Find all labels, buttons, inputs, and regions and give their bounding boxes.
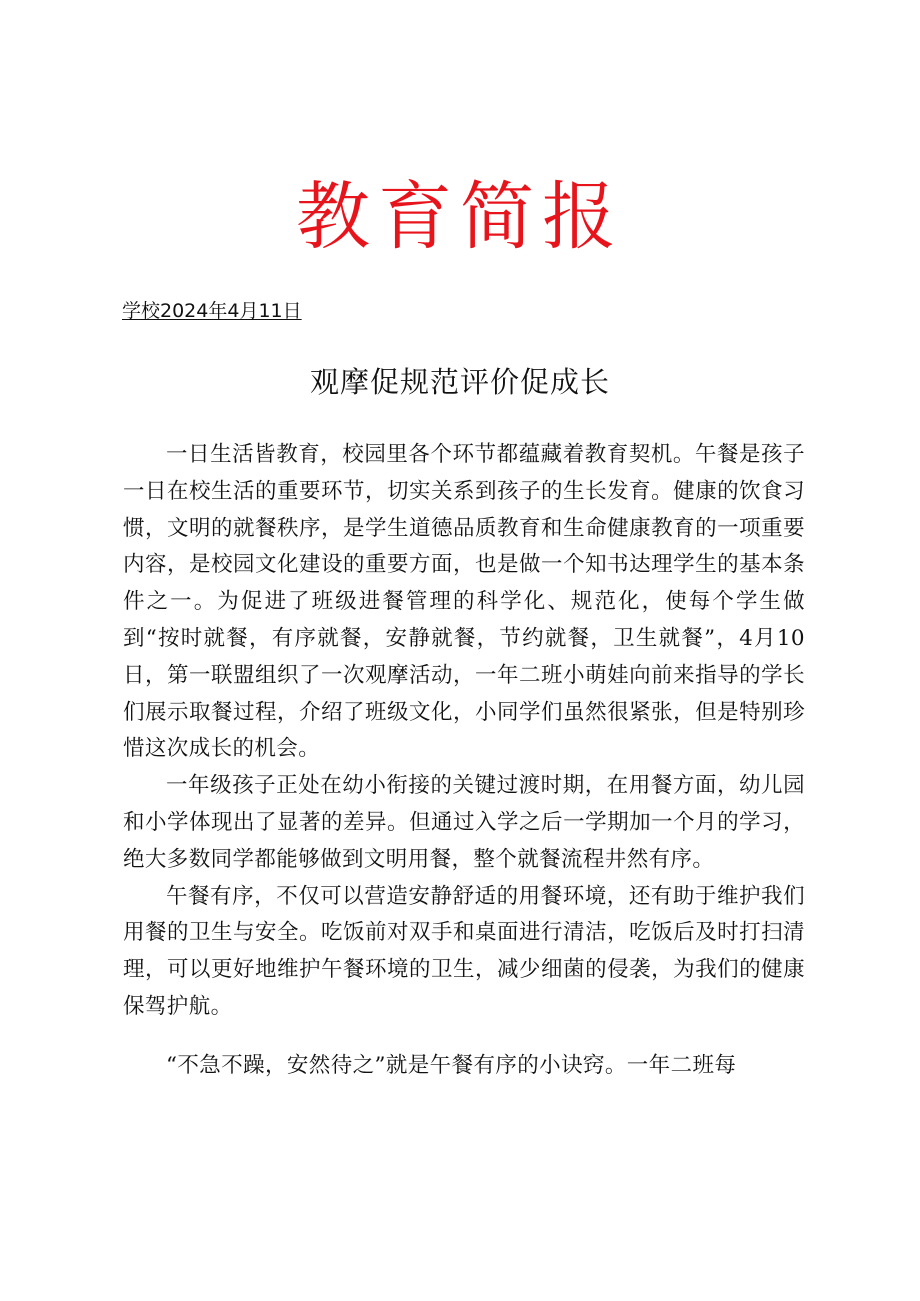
- paragraph-4: “不急不躁，安然待之”就是午餐有序的小诀窍。一年二班每: [166, 1052, 737, 1078]
- masthead-title: 教育简报: [296, 174, 624, 260]
- paragraph-3: 午餐有序，不仅可以营造安静舒适的用餐环境，还有助于维护我们用餐的卫生与安全。吃饭前对双手和桌面进行清洁，吃饭后及时打扫清理，可以更好地维护午餐环境的卫生，减少细菌的侵袭，为我们的健康保驾护航。: [123, 883, 805, 1019]
- dateline: 学校2024年4月11日: [122, 300, 302, 322]
- paragraph-1: 一日生活皆教育，校园里各个环节都蕴藏着教育契机。午餐是孩子一日在校生活的重要环节，切实关系到孩子的生长发育。健康的饮食习惯，文明的就餐秩序，是学生道德品质教育和生命健康教育的一项重要内容，是校园文化建设的重要方面，也是做一个知书达理学生的基本条件之一。为促进了班级进餐管理的科学化、规范化，使每个学生做到“按时就餐，有序就餐，安静就餐，节约就餐，卫生就餐”，4月10日，第一联盟组织了一次观摩活动，一年二班小萌娃向前来指导的学长们展示取餐过程，介绍了班级文化，小同学们虽然很紧张，但是特别珍惜这次成长的机会。: [123, 442, 805, 762]
- paragraph-2: 一年级孩子正处在幼小衔接的关键过渡时期，在用餐方面，幼儿园和小学体现出了显著的差异。但通过入学之后一学期加一个月的学习，绝大多数同学都能够做到文明用餐，整个就餐流程井然有序。: [123, 773, 805, 872]
- article-body: [123, 437, 805, 1085]
- article-headline: 观摩促规范评价促成长: [309, 365, 610, 399]
